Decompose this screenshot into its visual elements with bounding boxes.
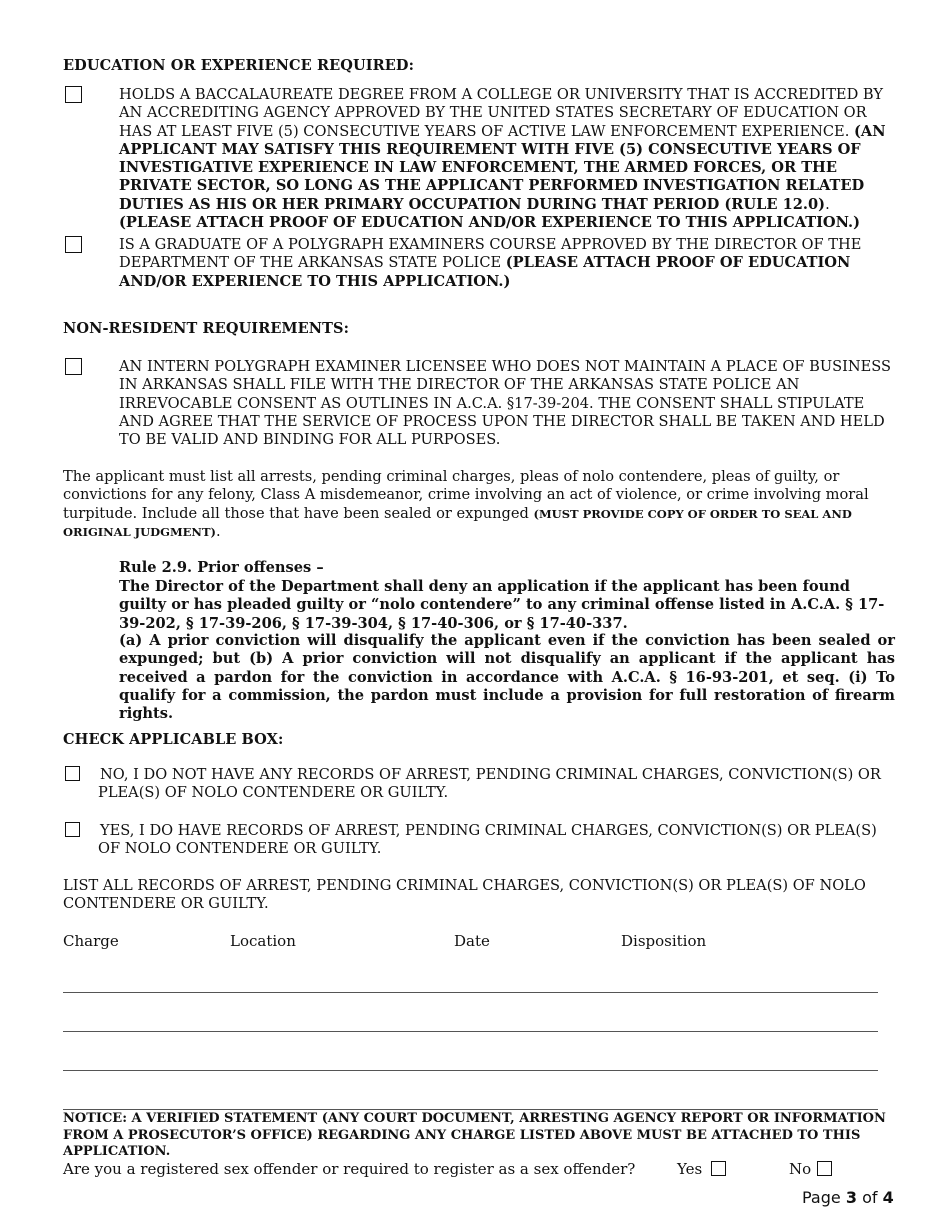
sex-offender-yes-checkbox[interactable] <box>711 1161 726 1176</box>
education-option1-bold: (AN APPLICANT MAY SATISFY THIS REQUIREMENT WITH FIVE (5) CONSECUTIVE YEARS OF INVESTIGATIVE EXPERIENCE IN LAW ENFORCEMENT, THE ARMED FORCES, OR THE PRIVATE SECTOR, SO LONG AS THE APPLICANT PERFORMED INVESTIGATION RELATED DUTIES AS HIS OR HER PRIMARY OCCUPATION DURING THAT PERIOD (RULE 12.0) <box>119 122 886 213</box>
education-option1-text: HOLDS A BACCALAUREATE DEGREE FROM A COLLEGE OR UNIVERSITY THAT IS ACCREDITED BY AN ACCREDITING AGENCY APPROVED BY THE UNITED STATES SECRETARY OF EDUCATION OR HAS AT LEAST FIVE (5) CONSECUTIVE YEARS OF ACTIVE LAW ENFORCEMENT EXPERIENCE. <box>119 86 884 140</box>
page-current: 3 <box>845 1188 857 1207</box>
nonresident-heading: NON-RESIDENT REQUIREMENTS: <box>63 320 350 337</box>
no-records-text: NO, I DO NOT HAVE ANY RECORDS OF ARREST, PENDING CRIMINAL CHARGES, CONVICTION(S) OR PLEA(S) OF NOLO CONTENDERE OR GUILTY. <box>98 766 881 802</box>
rule-paragraph-2: (a) A prior conviction will disqualify the applicant even if the conviction has been sealed or expunged; but (b) A prior conviction will not disqualify an applicant if the applicant has received a pardon for the conviction in accordance with A.C.A. § 16-93-201, et seq. (i) To qualify for a commission, the pardon must include a provision for full restoration of firearm rights. <box>119 632 895 723</box>
sex-offender-yes-label: Yes <box>677 1160 703 1178</box>
rule-title: Rule 2.9. Prior offenses – <box>119 559 324 576</box>
record-entry-line[interactable] <box>63 992 878 993</box>
education-option1-checkbox[interactable] <box>65 86 82 103</box>
record-entry-line[interactable] <box>63 1031 878 1032</box>
page-total: 4 <box>882 1188 894 1207</box>
rule-paragraph-1: The Director of the Department shall deny an application if the applicant has been found guilty or has pleaded guilty or “nolo contendere” to any criminal offense listed in A.C.A. § 17-39-202, § 17-39-206, § 17-39-304, § 17-40-306, or § 17-40-337. <box>119 578 885 632</box>
sex-offender-no-checkbox[interactable] <box>817 1161 832 1176</box>
record-entry-line[interactable] <box>63 1070 878 1071</box>
page-word: Page <box>802 1188 841 1207</box>
education-option1-bold2: (PLEASE ATTACH PROOF OF EDUCATION AND/OR EXPERIENCE TO THIS APPLICATION.) <box>119 214 861 232</box>
records-instruction: LIST ALL RECORDS OF ARREST, PENDING CRIMINAL CHARGES, CONVICTION(S) OR PLEA(S) OF NOLO CONTENDERE OR GUILTY. <box>63 877 866 913</box>
record-entry-line[interactable] <box>63 1109 878 1110</box>
nonresident-text: AN INTERN POLYGRAPH EXAMINER LICENSEE WHO DOES NOT MAINTAIN A PLACE OF BUSINESS IN ARKANSAS SHALL FILE WITH THE DIRECTOR OF THE ARKANSAS STATE POLICE AN IRREVOCABLE CONSENT AS OUTLINES IN A.C.A. §17-39-204. THE CONSENT SHALL STIPULATE AND AGREE THAT THE SERVICE OF PROCESS UPON THE DIRECTOR SHALL BE TAKEN AND HELD TO BE VALID AND BINDING FOR ALL PURPOSES. <box>119 358 892 449</box>
yes-records-text: YES, I DO HAVE RECORDS OF ARREST, PENDING CRIMINAL CHARGES, CONVICTION(S) OR PLEA(S) OF NOLO CONTENDERE OR GUILTY. <box>98 822 877 858</box>
page-number <box>802 1188 894 1207</box>
education-option2-bold: (PLEASE ATTACH PROOF OF EDUCATION AND/OR EXPERIENCE TO THIS APPLICATION.) <box>119 254 851 290</box>
education-heading: EDUCATION OR EXPERIENCE REQUIRED: <box>63 57 415 74</box>
column-charge: Charge <box>63 932 119 950</box>
of-word: of <box>862 1188 878 1207</box>
nonresident-checkbox[interactable] <box>65 358 82 375</box>
arrests-intro: The applicant must list all arrests, pending criminal charges, pleas of nolo contendere, pleas of guilty, or convictions for any felony, Class A misdemeanor, crime involving an act of violence, or crime involving moral turpitude. Include all those that have been sealed or expunged (MUST PROVIDE COPY OF ORDER TO SEAL AND ORIGINAL JUDGMENT). <box>63 468 869 540</box>
sex-offender-question: Are you a registered sex offender or required to register as a sex offender? <box>63 1160 636 1178</box>
education-option1: HOLDS A BACCALAUREATE DEGREE FROM A COLLEGE OR UNIVERSITY THAT IS ACCREDITED BY AN ACCREDITING AGENCY APPROVED BY THE UNITED STATES SECRETARY OF EDUCATION OR HAS AT LEAST FIVE (5) CONSECUTIVE YEARS OF ACTIVE LAW ENFORCEMENT EXPERIENCE. (AN APPLICANT MAY SATISFY THIS REQUIREMENT WITH FIVE (5) CONSECUTIVE YEARS OF INVESTIGATIVE EXPERIENCE IN LAW ENFORCEMENT, THE ARMED FORCES, OR THE PRIVATE SECTOR, SO LONG AS THE APPLICANT PERFORMED INVESTIGATION RELATED DUTIES AS HIS OR HER PRIMARY OCCUPATION DURING THAT PERIOD (RULE 12.0). (PLEASE ATTACH PROOF OF EDUCATION AND/OR EXPERIENCE TO THIS APPLICATION.) <box>119 86 886 232</box>
no-records-checkbox[interactable] <box>65 766 80 781</box>
education-option2-checkbox[interactable] <box>65 236 82 253</box>
check-heading: CHECK APPLICABLE BOX: <box>63 731 284 748</box>
sex-offender-no-label: No <box>789 1160 812 1178</box>
notice-text: NOTICE: A VERIFIED STATEMENT (ANY COURT DOCUMENT, ARRESTING AGENCY REPORT OR INFORMATION FROM A PROSECUTOR’S OFFICE) REGARDING ANY CHARGE LISTED ABOVE MUST BE ATTACHED TO THIS APPLICATION. <box>63 1111 886 1159</box>
education-option2-text: IS A GRADUATE OF A POLYGRAPH EXAMINERS COURSE APPROVED BY THE DIRECTOR OF THE DEPARTMENT OF THE ARKANSAS STATE POLICE <box>119 236 862 272</box>
column-location: Location <box>230 932 296 950</box>
yes-records-checkbox[interactable] <box>65 822 80 837</box>
education-option2 <box>119 236 891 291</box>
column-disposition: Disposition <box>621 932 707 950</box>
arrests-intro-text: The applicant must list all arrests, pending criminal charges, pleas of nolo contendere, pleas of guilty, or convictions for any felony, Class A misdemeanor, crime involving an act of violence, or crime involving moral turpitude. Include all those that have been sealed or expunged <box>63 468 869 522</box>
column-date: Date <box>454 932 490 950</box>
arrests-intro-bold: (MUST PROVIDE COPY OF ORDER TO SEAL AND ORIGINAL JUDGMENT) <box>63 506 852 539</box>
